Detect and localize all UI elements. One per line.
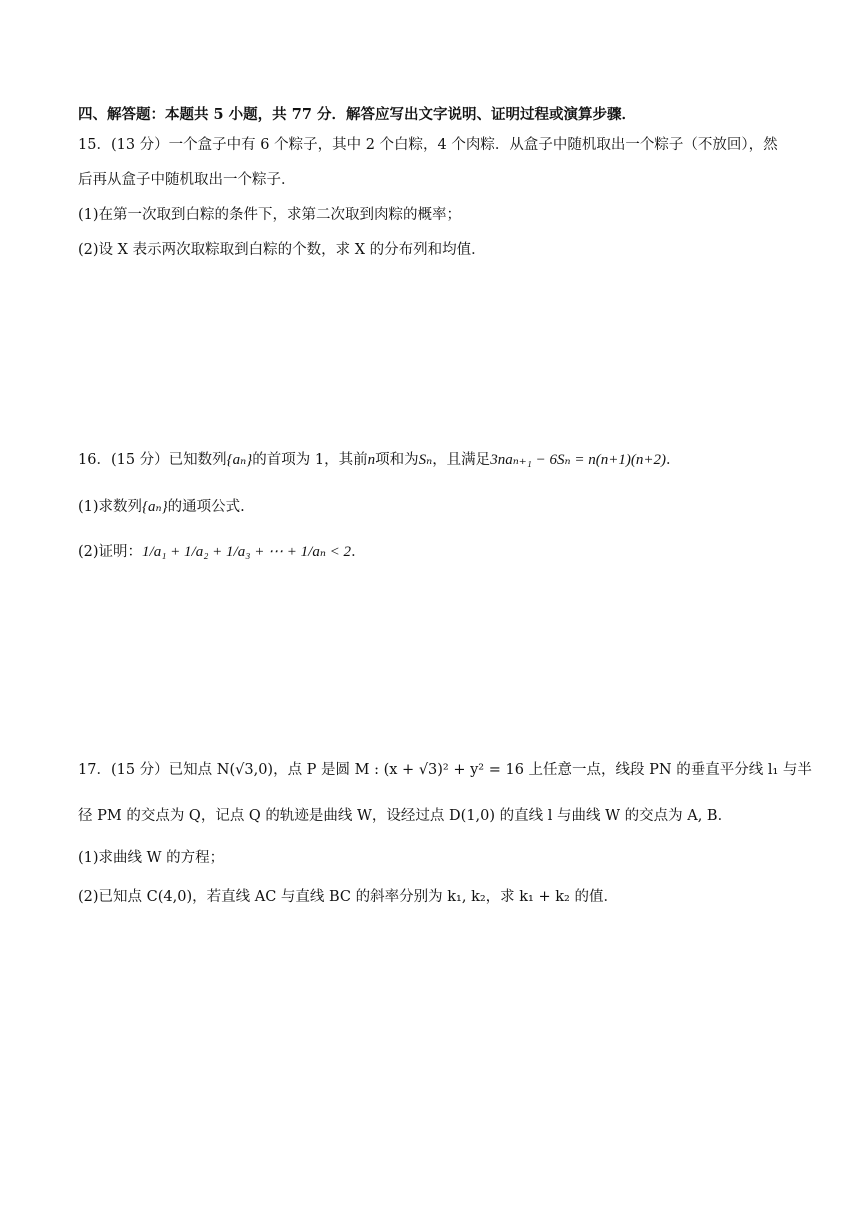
q15-text-line-2: 后再从盒子中随机取出一个粽子．	[78, 172, 296, 188]
q15-part-2: (2)设 X 表示两次取粽取到白粽的个数，求 X 的分布列和均值．	[78, 242, 486, 258]
q16-part-2: (2)证明：1/a₁ + 1/a₂ + 1/a₃ + ⋯ + 1/aₙ < 2．	[78, 544, 366, 560]
q16-part-1: (1)求数列{aₙ}的通项公式.	[78, 499, 245, 515]
q16-inequality: 1/a₁ + 1/a₂ + 1/a₃ + ⋯ + 1/aₙ < 2	[142, 544, 352, 560]
q15-text-line-1: 15．(13 分）一个盒子中有 6 个粽子，其中 2 个白粽，4 个肉粽．从盒子中随机取出一个粽子（不放回），然	[78, 137, 778, 153]
section-heading: 四、解答题：本题共 5 小题，共 77 分．解答应写出文字说明、证明过程或演算步骤．	[78, 106, 636, 123]
q17-text-line-1: 17．(15 分）已知点 N(√3,0)，点 P 是圆 M : (x + √3)² + y² = 16 上任意一点，线段 PN 的垂直平分线 l₁ 与半	[78, 762, 812, 778]
q17-part-1: (1)求曲线 W 的方程；	[78, 850, 225, 866]
q16-text: 16．(15 分）已知数列{aₙ}的首项为 1，其前n项和为Sₙ，且满足3naₙ₊₁ − 6Sₙ = n(n+1)(n+2)．	[78, 452, 681, 468]
q17-text-line-2: 径 PM 的交点为 Q，记点 Q 的轨迹是曲线 W，设经过点 D(1,0) 的直线 l 与曲线 W 的交点为 A, B．	[78, 808, 733, 824]
q16-formula: 3naₙ₊₁ − 6Sₙ = n(n+1)(n+2)	[490, 452, 666, 468]
q15-part-1: (1)在第一次取到白粽的条件下，求第二次取到肉粽的概率；	[78, 207, 462, 223]
q17-part-2: (2)已知点 C(4,0)，若直线 AC 与直线 BC 的斜率分别为 k₁, k₂，求 k₁ + k₂ 的值．	[78, 889, 618, 905]
